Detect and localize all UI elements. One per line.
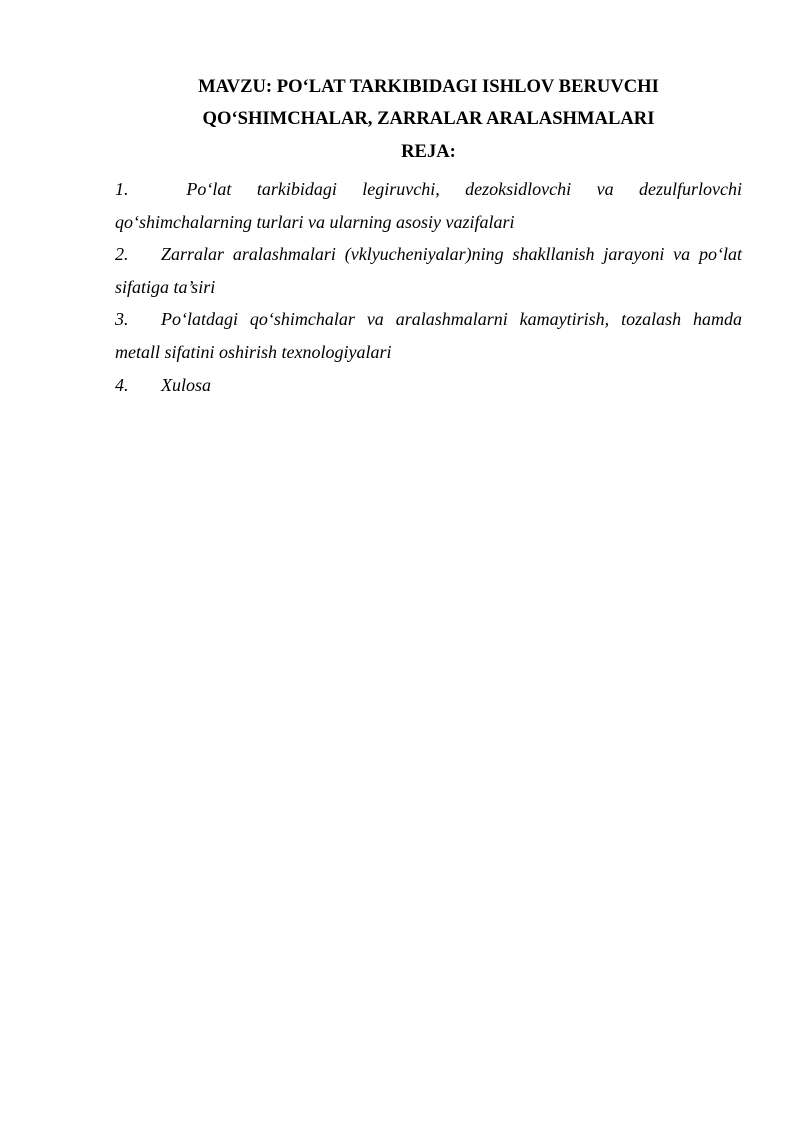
plan-item-word: Po‘lat: [186, 179, 232, 199]
plan-item-3: [115, 303, 742, 368]
plan-item-text: Po‘latdagi qo‘shimchalar va aralashmalarni kamaytirish, tozalash hamda: [161, 309, 742, 330]
plan-item-2: [115, 238, 742, 303]
plan-item-text: Zarralar aralashmalari (vklyucheniyalar)ning shakllanish jarayoni va po‘lat: [161, 244, 742, 265]
plan-item-word: legiruvchi,: [362, 179, 440, 199]
plan-item-text: Xulosa: [161, 374, 212, 395]
plan-list: [115, 173, 742, 401]
plan-item-2-line-1: [115, 238, 742, 271]
plan-item-1-line-2: qo‘shimchalarning turlari va ularning asosiy vazifalari: [115, 211, 515, 232]
plan-heading: REJA:: [401, 141, 456, 162]
plan-item-word: dezoksidlovchi: [465, 179, 572, 199]
plan-item-number: 3.: [115, 309, 129, 330]
plan-item-4-line-1: [115, 369, 742, 402]
plan-item-word: va: [596, 179, 614, 199]
plan-item-word: dezulfurlovchi: [639, 179, 742, 199]
plan-item-number: 1.: [115, 179, 129, 199]
plan-item-3-line-2: metall sifatini oshirish texnologiyalari: [115, 341, 392, 362]
plan-item-1: [115, 173, 742, 238]
plan-item-number: 4.: [115, 374, 129, 395]
topic-title-line-2: QO‘SHIMCHALAR, ZARRALAR ARALASHMALARI: [202, 108, 655, 129]
plan-item-word: tarkibidagi: [256, 179, 337, 199]
plan-item-3-line-1: [115, 303, 742, 336]
plan-item-number: 2.: [115, 244, 129, 265]
topic-title-line-1: MAVZU: PO‘LAT TARKIBIDAGI ISHLOV BERUVCHI: [198, 76, 659, 97]
plan-item-1-line-1: [115, 173, 742, 206]
plan-item-4: [115, 369, 742, 402]
plan-item-2-line-2: sifatiga ta’siri: [115, 276, 216, 297]
